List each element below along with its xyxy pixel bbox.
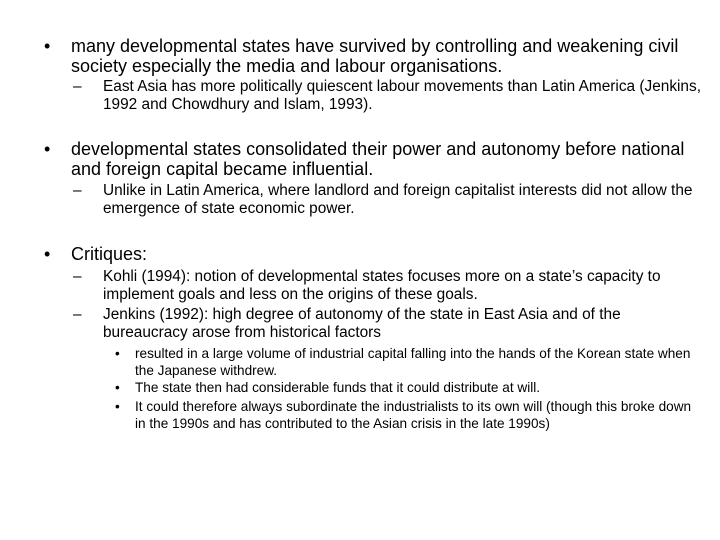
bullet-3-sub-2-item-2 (115, 379, 705, 396)
bullet-1-sub-1-text: East Asia has more politically quiescent labour movements than Latin America (Jenkins, 1992 and Chowdhury and Islam, 1993). (103, 78, 701, 113)
bullet-3-sub-1 (73, 268, 703, 304)
bullet-3-sub-1-text: Kohli (1994): notion of developmental states focuses more on a state’s capacity to implement goals and less on the origins of these goals. (103, 268, 661, 303)
bullet-3 (44, 244, 704, 264)
bullet-1-marker: • (44, 36, 51, 56)
bullet-3-sub-2-item-3 (115, 398, 705, 449)
bullet-2-marker: • (44, 139, 51, 159)
bullet-3-sub-2-item-2-text: The state then had considerable funds that it could distribute at will. (135, 380, 541, 395)
bullet-3-text: Critiques: (71, 244, 148, 264)
bullet-2-text: developmental states consolidated their power and autonomy before national and foreign capital became influential. (71, 139, 685, 179)
bullet-3-sub-2-item-1 (115, 345, 705, 379)
bullet-2-sub-1 (73, 182, 703, 218)
bullet-2-sub-1-marker: – (73, 182, 82, 199)
bullet-3-sub-2-item-3-text: It could therefore always subordinate the industrialists to its own will (though this broke down in the 1990s and has contributed to the Asian crisis in the late 1990s) (135, 399, 692, 431)
bullet-2 (44, 139, 704, 179)
bullet-2-sub-1-text: Unlike in Latin America, where landlord and foreign capitalist interests did not allow the emergence of state economic power. (103, 182, 693, 217)
bullet-3-sub-2-marker: – (73, 306, 82, 323)
bullet-1-text: many developmental states have survived by controlling and weakening civil society especially the media and labour organisations. (71, 36, 679, 76)
bullet-3-sub-2-item-1-text: resulted in a large volume of industrial capital falling into the hands of the Korean state when the Japanese withdrew. (135, 346, 691, 378)
bullet-3-sub-2-item-2-marker: • (115, 380, 120, 395)
bullet-3-sub-2-text: Jenkins (1992): high degree of autonomy of the state in East Asia and of the bureaucracy arose from historical factors (103, 306, 621, 341)
bullet-1 (44, 36, 704, 76)
bullet-3-marker: • (44, 244, 51, 264)
bullet-3-sub-2-item-1-marker: • (115, 346, 120, 361)
bullet-3-sub-2 (73, 306, 703, 342)
bullet-1-sub-1 (73, 78, 703, 114)
bullet-1-sub-1-marker: – (73, 78, 82, 95)
bullet-3-sub-2-item-3-marker: • (115, 399, 120, 414)
bullet-3-sub-1-marker: – (73, 268, 82, 285)
